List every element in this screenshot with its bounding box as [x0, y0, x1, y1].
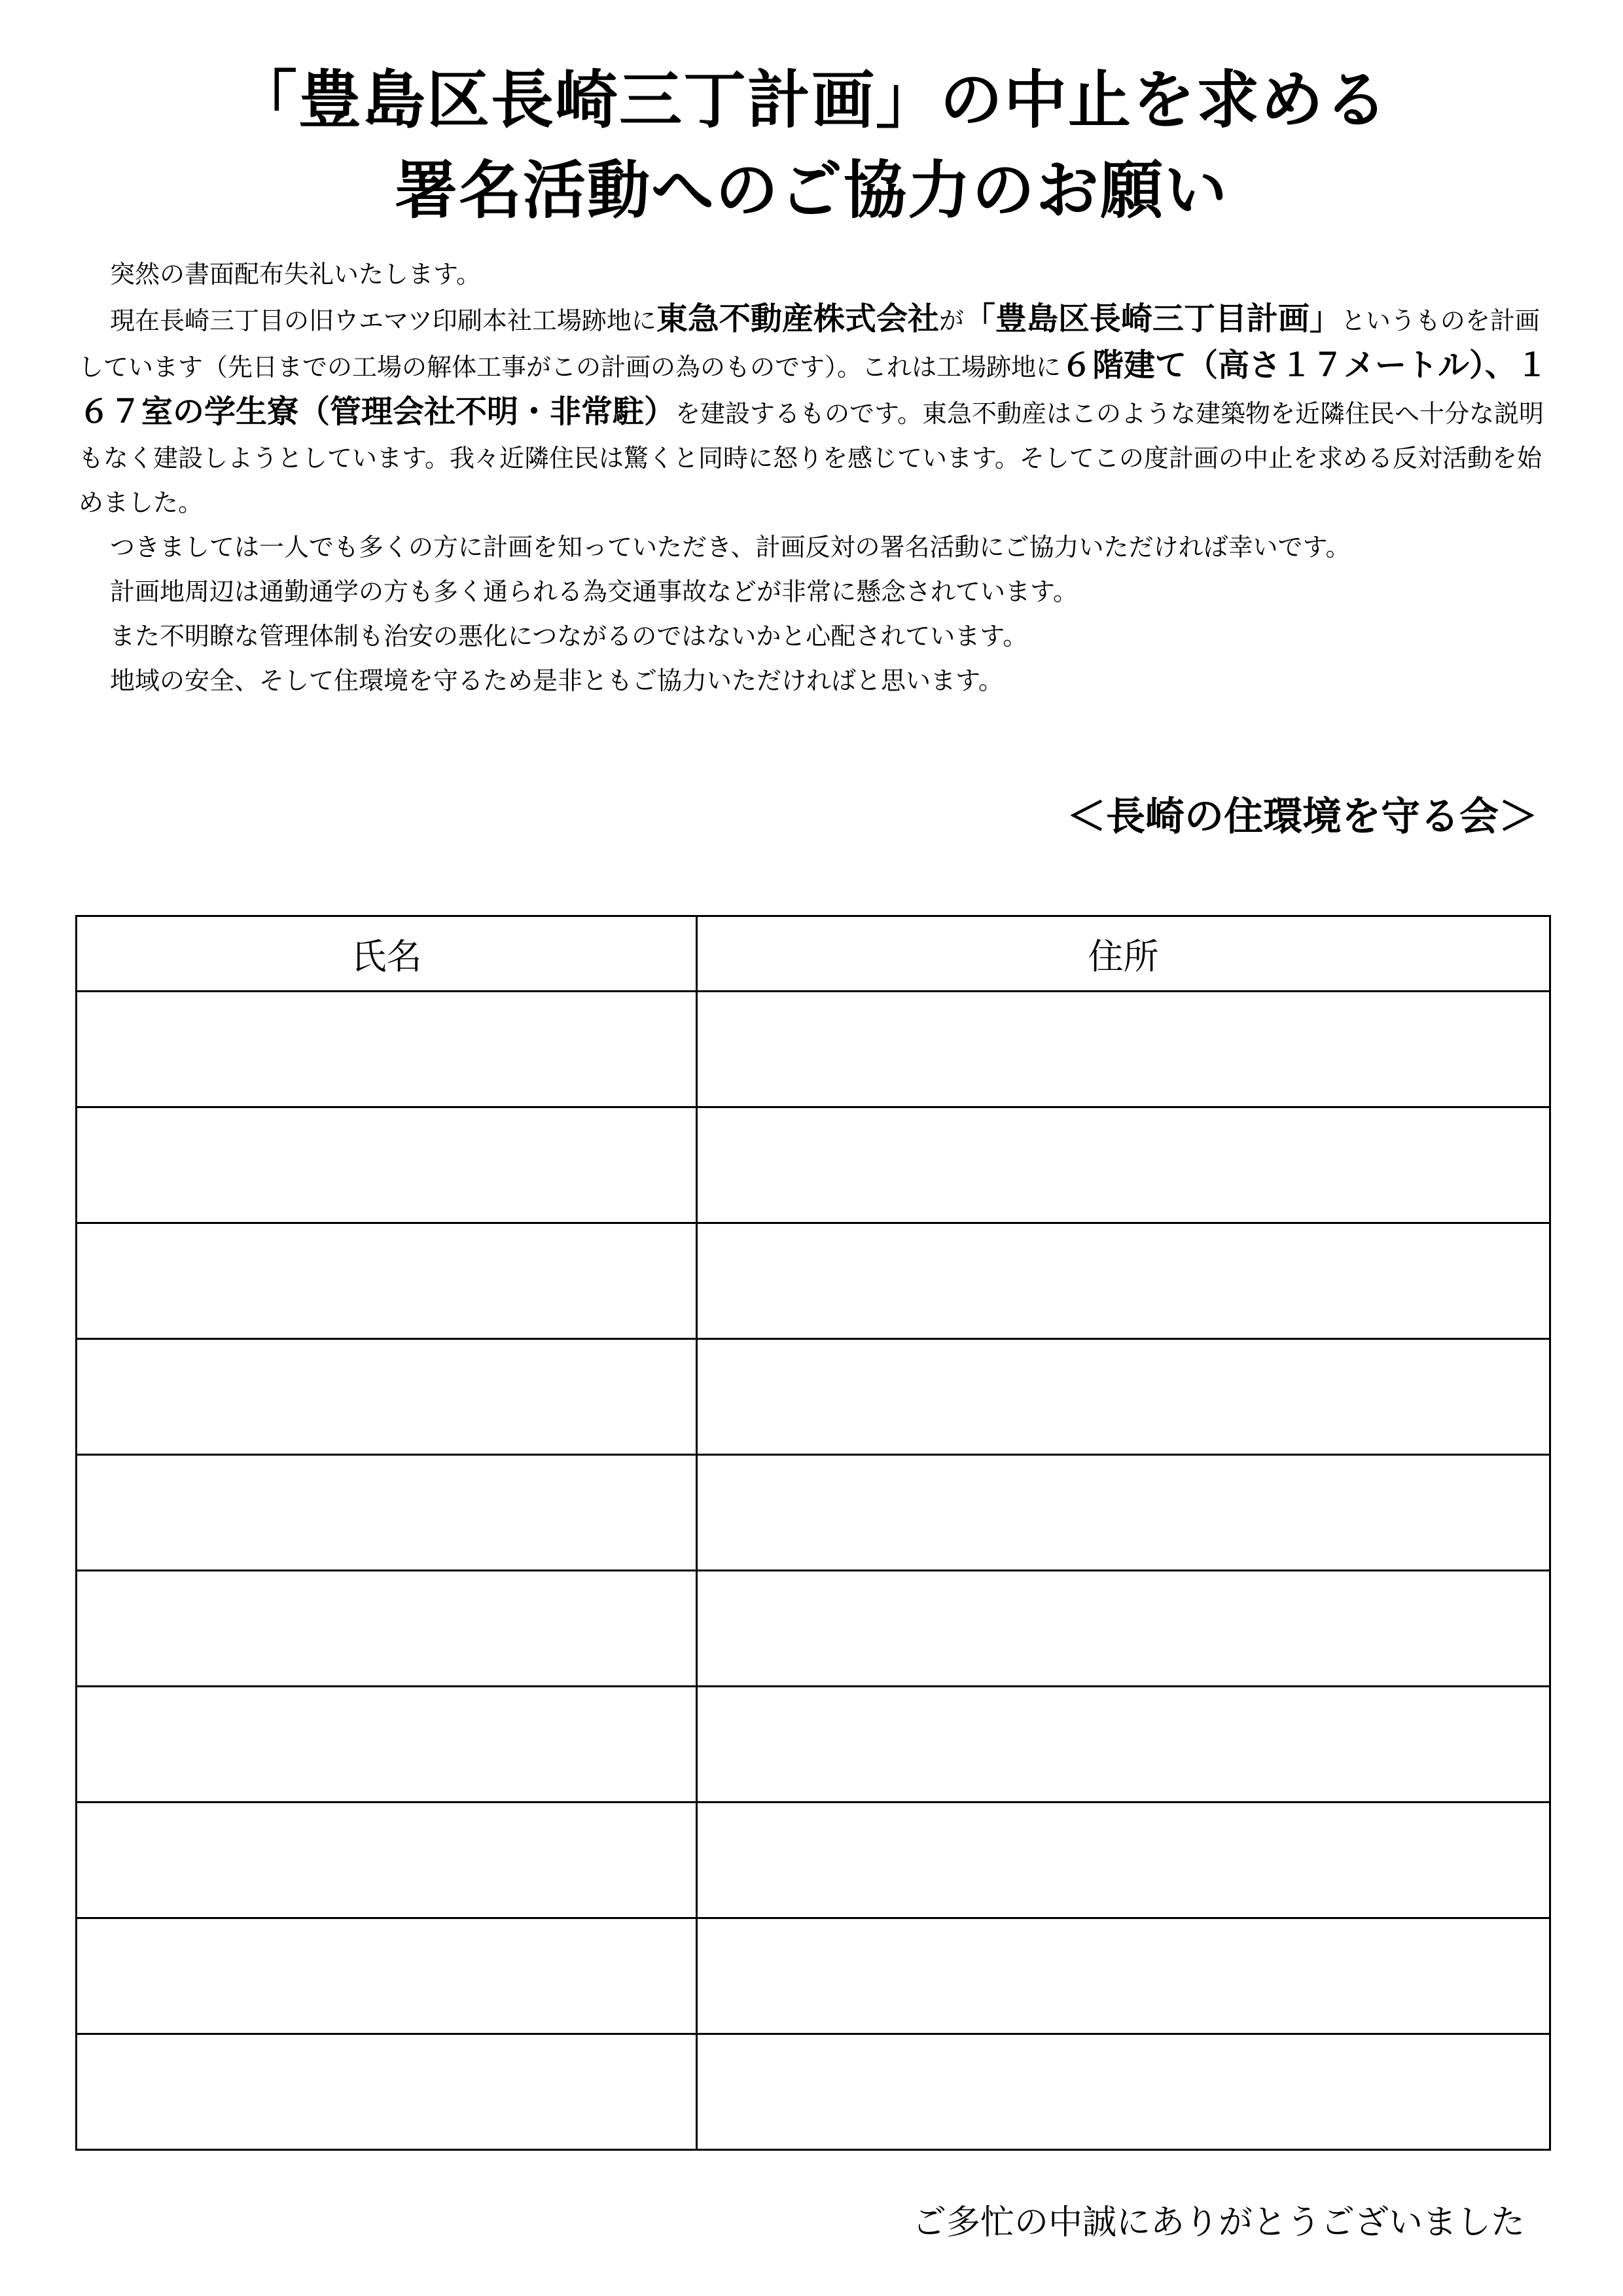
page-title-line-2: 署名活動へのご協力のお願い: [395, 154, 1228, 227]
intro-paragraph-5: また不明瞭な管理体制も治安の悪化につながるのではないかと心配されています。: [110, 622, 1028, 651]
name-cell[interactable]: [77, 1223, 697, 1339]
table-header-row: [77, 916, 1550, 992]
name-cell[interactable]: [77, 1803, 697, 1918]
project-name: 「豊島区長崎三丁目計画」: [963, 300, 1341, 337]
address-cell[interactable]: [697, 1107, 1550, 1223]
table-row: [77, 1803, 1550, 1918]
address-cell[interactable]: [697, 1455, 1550, 1571]
table-row: [77, 1339, 1550, 1455]
company-name: 東急不動産株式会社: [656, 300, 939, 337]
name-cell[interactable]: [77, 992, 697, 1107]
address-cell[interactable]: [697, 2034, 1550, 2150]
name-cell[interactable]: [77, 1107, 697, 1223]
table-row: [77, 992, 1550, 1107]
address-cell[interactable]: [697, 1803, 1550, 1918]
organization-name: ＜長崎の住環境を守る会＞: [1067, 794, 1538, 840]
name-cell[interactable]: [77, 1339, 697, 1455]
intro-text-segment: 現在長崎三丁目の旧ウエマツ印刷本社工場跡地に: [110, 306, 656, 335]
table-row: [77, 1223, 1550, 1339]
intro-text-segment: が: [938, 306, 964, 335]
name-column-header: 氏名: [77, 916, 697, 992]
name-cell[interactable]: [77, 1571, 697, 1687]
name-cell[interactable]: [77, 2034, 697, 2150]
intro-paragraph-3: つきましては一人でも多くの方に計画を知っていただき、計画反対の署名活動にご協力いただければ幸いです。: [110, 533, 1351, 562]
page-title-line-1: 「豊島区長崎三丁計画」の中止を求める: [234, 63, 1389, 137]
address-cell[interactable]: [697, 992, 1550, 1107]
closing-message: ご多忙の中誠にありがとうございました: [912, 2203, 1525, 2242]
name-cell[interactable]: [77, 1455, 697, 1571]
table-row: [77, 1107, 1550, 1223]
table-row: [77, 1455, 1550, 1571]
intro-paragraph-1: 突然の書面配布失礼いたします。: [110, 260, 481, 289]
name-cell[interactable]: [77, 1918, 697, 2034]
intro-text: [79, 252, 1551, 703]
intro-paragraph-2: [79, 296, 1551, 525]
address-cell[interactable]: [697, 1918, 1550, 2034]
table-row: [77, 1571, 1550, 1687]
intro-text-segment: を建設するものです。東急不動産はこのような建築物を近隣住民へ十分な説明もなく建設しようとしています。我々近隣住民は驚くと同時に怒りを感じています。そしてこの度計画の中止を求める反対活動を始めました。: [79, 399, 1544, 517]
address-cell[interactable]: [697, 1571, 1550, 1687]
table-row: [77, 1918, 1550, 2034]
address-column-header: 住所: [697, 916, 1550, 992]
address-cell[interactable]: [697, 1339, 1550, 1455]
table-row: [77, 1687, 1550, 1803]
address-cell[interactable]: [697, 1223, 1550, 1339]
name-cell[interactable]: [77, 1687, 697, 1803]
intro-paragraph-4: 計画地周辺は通勤通学の方も多く通られる為交通事故などが非常に懸念されています。: [110, 577, 1078, 606]
signature-table: [75, 915, 1551, 2151]
address-cell[interactable]: [697, 1687, 1550, 1803]
building-spec: ６階建て（高さ１７メートル）、１６７室の学生寮（管理会社不明・非常駐）: [79, 347, 1548, 430]
intro-text-segment: というものを計画しています（先日までの工場の解体工事がこの計画の為のものです）。これは工場跡地に: [79, 306, 1540, 382]
intro-paragraph-6: 地域の安全、そして住環境を守るため是非ともご協力いただければと思います。: [110, 666, 1003, 695]
table-row: [77, 2034, 1550, 2150]
